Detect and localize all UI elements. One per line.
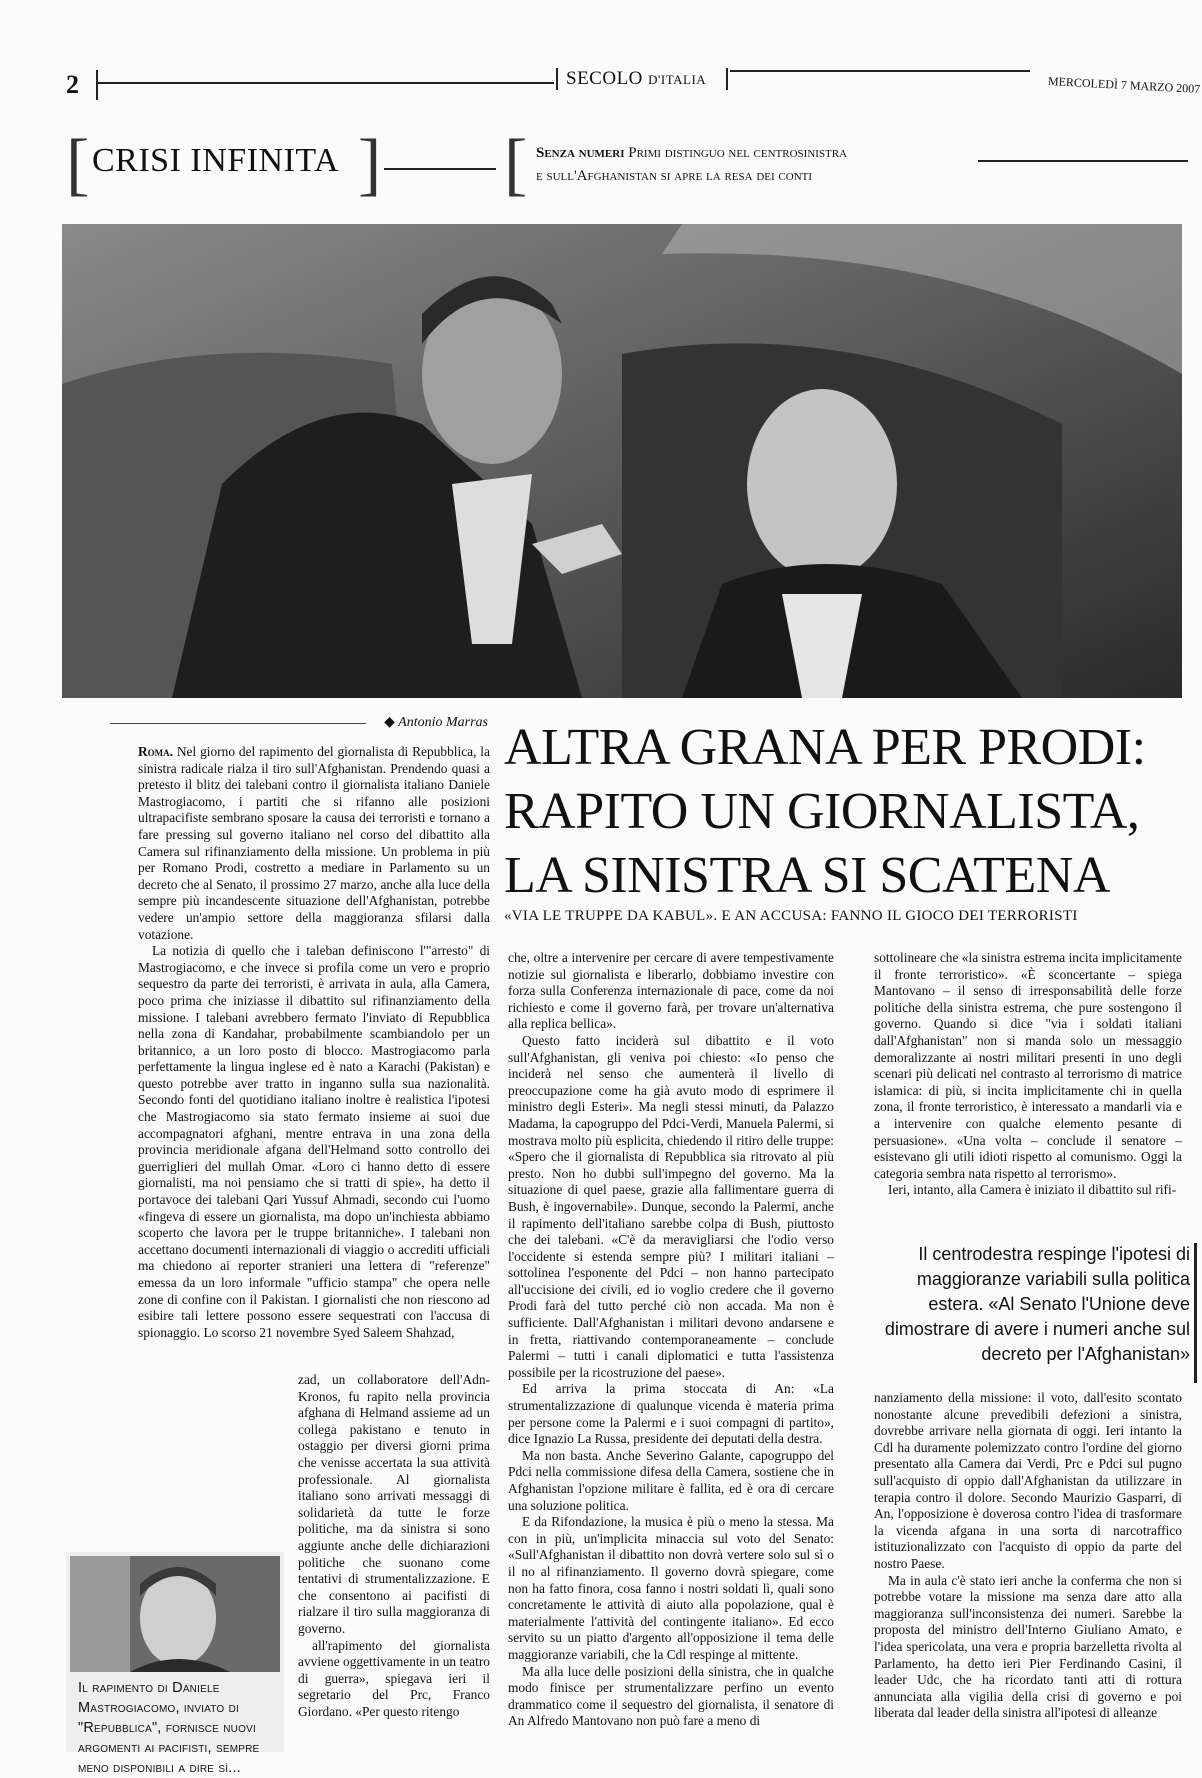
portrait-photo: [70, 1556, 280, 1672]
paragraph-text: Nel giorno del rapimento del giornalista di Repubblica, la sinistra radicale rialza il tiro sull'Afghanistan. Prendendo quasi a pretesto il blitz dei talebani contro il giornalista italiano Daniele Mastrogiacomo, i partiti che si rifanno alle posizioni ultrapacifiste sembrano sposare la causa dei terroristi e tornano a fare pressing sul governo italiano nel corso del dibattito alla Camera sul rifinanziamento della missione. Un problema in più per Romano Prodi, costretto a mediare in Parlamento su un decreto che al Senato, il prossimo 27 marzo, anche alla luce della sempre più incandescente situazione dell'Afghanistan, potrebbe vedere un'ampio settore della maggioranza sfilarsi dalla votazione.: [138, 744, 490, 942]
section-label: CRISI INFINITA: [92, 142, 339, 179]
paragraph: nanziamento della missione: il voto, dall'esito scontato nonostante alcune prevedibili defezioni a sinistra, dovrebbe arrivare nella giornata di oggi. Ieri intanto la Cdl ha duramente polemizzato contro l'ordine del giorno presentato alla Camera dai Verdi, Prc e Pdci sul pugno sull'acquisto di oppio dall'Afghanistan da utilizzare in terapia contro il dolore. Secondo Maurizio Gasparri, di An, l'opposizione è doverosa contro l'idea di trasformare la vicenda afgana in una sorta di narcotraffico istituzionalizzato con l'acquisto di oppio da parte del nostro Paese.: [874, 1390, 1182, 1571]
paragraph: zad, un collaboratore dell'Adn-Kronos, fu rapito nella provincia afghana di Helmand assieme ad un collega pakistano e tenuto in ostaggio per diversi giorni prima che venisse accertata la sua attività professionale. Al giornalista italiano sono arrivati messaggi di solidarietà da tutte le forze politiche, ma da sinistra si sono aggiunte anche delle dichiarazioni politiche che suonano come tentativi di strumentalizzazione. E che consentono ai pacifisti di rialzare il tiro sulla maggioranza di governo.: [298, 1372, 490, 1636]
paragraph: E da Rifondazione, la musica è più o meno la stessa. Ma con in più, un'implicita minaccia sul voto del Senato: «Sull'Afghanistan il dibattito non dovrà vertere solo sul sì o il no al rifinanziamento. Il governo dovrà spiegare, come non ha fatto finora, cosa fanno i nostri soldati lì, quali sono concretamente le attività di aiuto alla popolazione, qual è materialmente l'attività del contingente italiano». Ed ecco servito su un piatto d'argento all'opposizione il tema delle maggioranze variabili, che la Cdl respinge al mittente.: [508, 1514, 834, 1662]
issue-date: MERCOLEDÌ 7 MARZO 2007: [1047, 74, 1201, 96]
dateline: Roma.: [138, 744, 174, 759]
paragraph: all'rapimento del giornalista avviene oggettivamente in un teatro di guerra», spiegava ieri il segretario del Prc, Franco Giordano. «Per questo ritengo: [298, 1637, 490, 1719]
byline: ◆ Antonio Marras: [384, 715, 488, 730]
headline: [504, 716, 1194, 908]
page-number: 2: [66, 70, 79, 99]
photo-caption: Il rapimento di Daniele Mastrogiacomo, inviato di "Repubblica", fornisce nuovi argomenti ai pacifisti, sempre meno disponibili a dire sì...: [78, 1680, 260, 1776]
section-bracket-left: [: [66, 126, 90, 203]
paragraph: Ma non basta. Anche Severino Galante, capogruppo del Pdci nella commissione difesa della Camera, sostiene che in Afghanistan l'opzione militare è fallita, ed è ora di cercare una soluzione politica.: [508, 1447, 834, 1513]
paragraph: Ma in aula c'è stato ieri anche la conferma che non si potrebbe votare la missione ma senza dare atto alla maggioranza sull'inconsistenza dei numeri. Sarebbe la proposta del ministro dell'Interno Giuliano Amato, e l'idea spericolata, una vera e propria barzelletta rivolta al Parlamento, ha detto ieri Pier Ferdinando Casini, il leader Udc, che ha ricordato tanti atti di rottura annunciata alla vigilia della crisi di governo e poi liberata dal leader della sinistra all'ipotesi di alleanze: [874, 1572, 1182, 1721]
article-column-3-continued: [874, 1390, 1182, 1752]
main-photo: [62, 224, 1182, 698]
article-column-2: [508, 950, 834, 1752]
masthead-small: D'ITALIA: [648, 72, 707, 87]
paragraph: sottolineare che «la sinistra estrema incita implicitamente il fronte terroristico». «È sconcertante – spiega Mantovano – il senso di irresponsabilità delle forze politiche della sinistra estrema, che pure sostengono il governo. Quando si dice "via i soldati italiani dall'Afghanistan" non si manda solo un messaggio demoralizzante ai nostri militari presenti in uno degli scenari più delicati nel contrasto al terrorismo di matrice islamica: di più, si incita implicitamente chi in quella zona, il fronte terroristico, è interessato a mandarli via e a intervenire con qualche elemento pesante di persuasione». «Una volta – conclude il senatore – esistevano gli utili idioti rispetto al comunismo. Oggi la categoria sembra nata rispetto al terrorismo».: [874, 950, 1182, 1181]
pull-quote-bar: [1194, 1243, 1197, 1383]
header-divider: [96, 70, 98, 100]
author-name: Antonio Marras: [398, 715, 488, 730]
paragraph: Ed arriva la prima stoccata di An: «La strumentalizzazione di qualunque vicenda è materia prima per persone come la Palermi e i suoi compagni di partito», dice Ignazio La Russa, presidente dei deputati della destra.: [508, 1381, 834, 1447]
header-divider: [726, 68, 728, 90]
kicker-line1: Primi distinguo nel centrosinistra: [624, 145, 848, 161]
paragraph: Ma alla luce delle posizioni della sinistra, che in qualche modo finisce per strumentalizzare perfino un evento drammatico come il sequestro del giornalista, il senatore di An Alfredo Mantovano non può fare a meno di: [508, 1663, 834, 1729]
section-rule: [384, 168, 496, 170]
kicker-bracket: [: [504, 126, 528, 203]
kicker: [536, 142, 847, 188]
section-bracket-right: ]: [358, 126, 382, 203]
kicker-line2: e sull'Afghanistan si apre la resa dei conti: [536, 168, 813, 184]
masthead: [566, 68, 706, 90]
paragraph: La notizia di quello che i taleban definiscono l'"arresto" di Mastrogiacomo, e che invece si profila come un vero e proprio sequestro da parte dei terroristi, è arrivata in aula, alla Camera, poco prima che iniziasse il dibattito sul rifinanziamento della missione. I talebani avrebbero fermato l'inviato di Repubblica nella zona di Kandahar, probabilmente scambiandolo per un britannico, a un loro posto di blocco. Mastrogiacomo parla perfettamente la lingua inglese ed è nato a Karachi (Pakistan) e questo potrebbe aver tratto in inganno sulla sua nazionalità. Secondo fonti del quotidiano italiano inoltre è realistica l'ipotesi che Mastrogiacomo sia stato fermato insieme ai suoi due accompagnatori afghani, mentre entrava in una zona della provincia meridionale afgana dell'Helmand sotto controllo dei guerriglieri del mullah Omar. «Loro ci hanno detto di essere giornalisti, ma noi pensiamo che si tratti di spie», ha detto il portavoce dei talebani Qari Yussuf Ahmadi, secondo cui l'uomo «fingeva di essere un giornalista, ma dopo un'inchiesta abbiamo scoperto che lavora per le truppe britanniche». I talebani non accettano documenti internazionali di viaggio o accrediti ufficiali ma chiedono ai reporter stranieri una lettera di "referenze" emessa da un loro informale "ufficio stampa" che opera nelle zone di confine con il Pakistan. I giornalisti che non riescono ad esibire tali lettere possono essere sequestrati con l'accusa di spionaggio. Lo scorso 21 novembre Syed Saleem Shahzad,: [138, 943, 490, 1340]
paragraph: Ieri, intanto, alla Camera è iniziato il dibattito sul rifi-: [888, 1182, 1177, 1198]
paragraph: che, oltre a intervenire per cercare di avere tempestivamente notizie sul giornalista e liberarlo, dobbiamo investire con forza sulla Conferenza internazionale di pace, come da noi richiesto e come il governo farà, per trovare un'alternativa alla replica bellica».: [508, 950, 834, 1032]
subheadline: «VIA LE TRUPPE DA KABUL». E AN ACCUSA: FANNO IL GIOCO DEI TERRORISTI: [504, 908, 1078, 924]
article-column-1-continued: [298, 1372, 490, 1752]
paragraph: Questo fatto inciderà sul dibattito e il voto sull'Afghanistan, gli veniva poi chiesto: «Io penso che inciderà nel senso che aumenterà il livello di preoccupazione come ha già avuto modo di esprimere il ministro degli Esteri». Ma negli stessi minuti, da Palazzo Madama, la capogruppo del Pdci-Verdi, Manuela Palermi, si mostrava molto più esplicita, chiedendo il ritiro delle truppe: «Spero che il giornalista di Repubblica sia ritrovato al più presto. Non ho dubbi sull'impegno del governo. Ma la situazione di quel paese, grazie alla fallimentare guerra di Bush, è ingovernabile». Dunque, secondo la Palermi, anche il rapimento dell'italiano sarebbe colpa di Bush, piuttosto che dei talebani. «C'è da meravigliarsi che l'odio verso l'occidente si estenda sempre più? I militari italiani – sottolinea l'esponente del Pdci – non hanno partecipato all'uccisione dei civili, ed io voglio credere che il governo Prodi farà del tutto perché ciò non accada. Ma non è sufficiente. Dall'Afghanistan i militari devono andarsene e in fretta, riattivando contemporaneamente – conclude Palermi – tutti i canali diplomatici e tutta l'assistenza possibile per la ricostruzione del paese».: [508, 1032, 834, 1380]
article-column-1: [138, 744, 490, 1372]
article-column-3: [874, 950, 1182, 1260]
masthead-main: SECOLO: [566, 68, 643, 89]
header-rule-right: [730, 70, 1030, 72]
kicker-bold: Senza numeri: [536, 145, 625, 161]
paragraph: [138, 744, 490, 943]
header-rule-left: [98, 82, 554, 84]
headline-line-1: ALTRA GRANA PER PRODI:: [504, 719, 1146, 776]
header-divider: [556, 68, 558, 90]
headline-line-2: RAPITO UN GIORNALISTA,: [504, 783, 1140, 840]
headline-line-3: LA SINISTRA SI SCATENA: [504, 847, 1110, 904]
pull-quote: Il centrodestra respinge l'ipotesi di maggioranze variabili sulla politica estera. «Al Senato l'Unione deve dimostrare di avere i numeri anche sul decreto per l'Afghanistan»: [884, 1244, 1190, 1364]
kicker-rule: [978, 160, 1188, 162]
